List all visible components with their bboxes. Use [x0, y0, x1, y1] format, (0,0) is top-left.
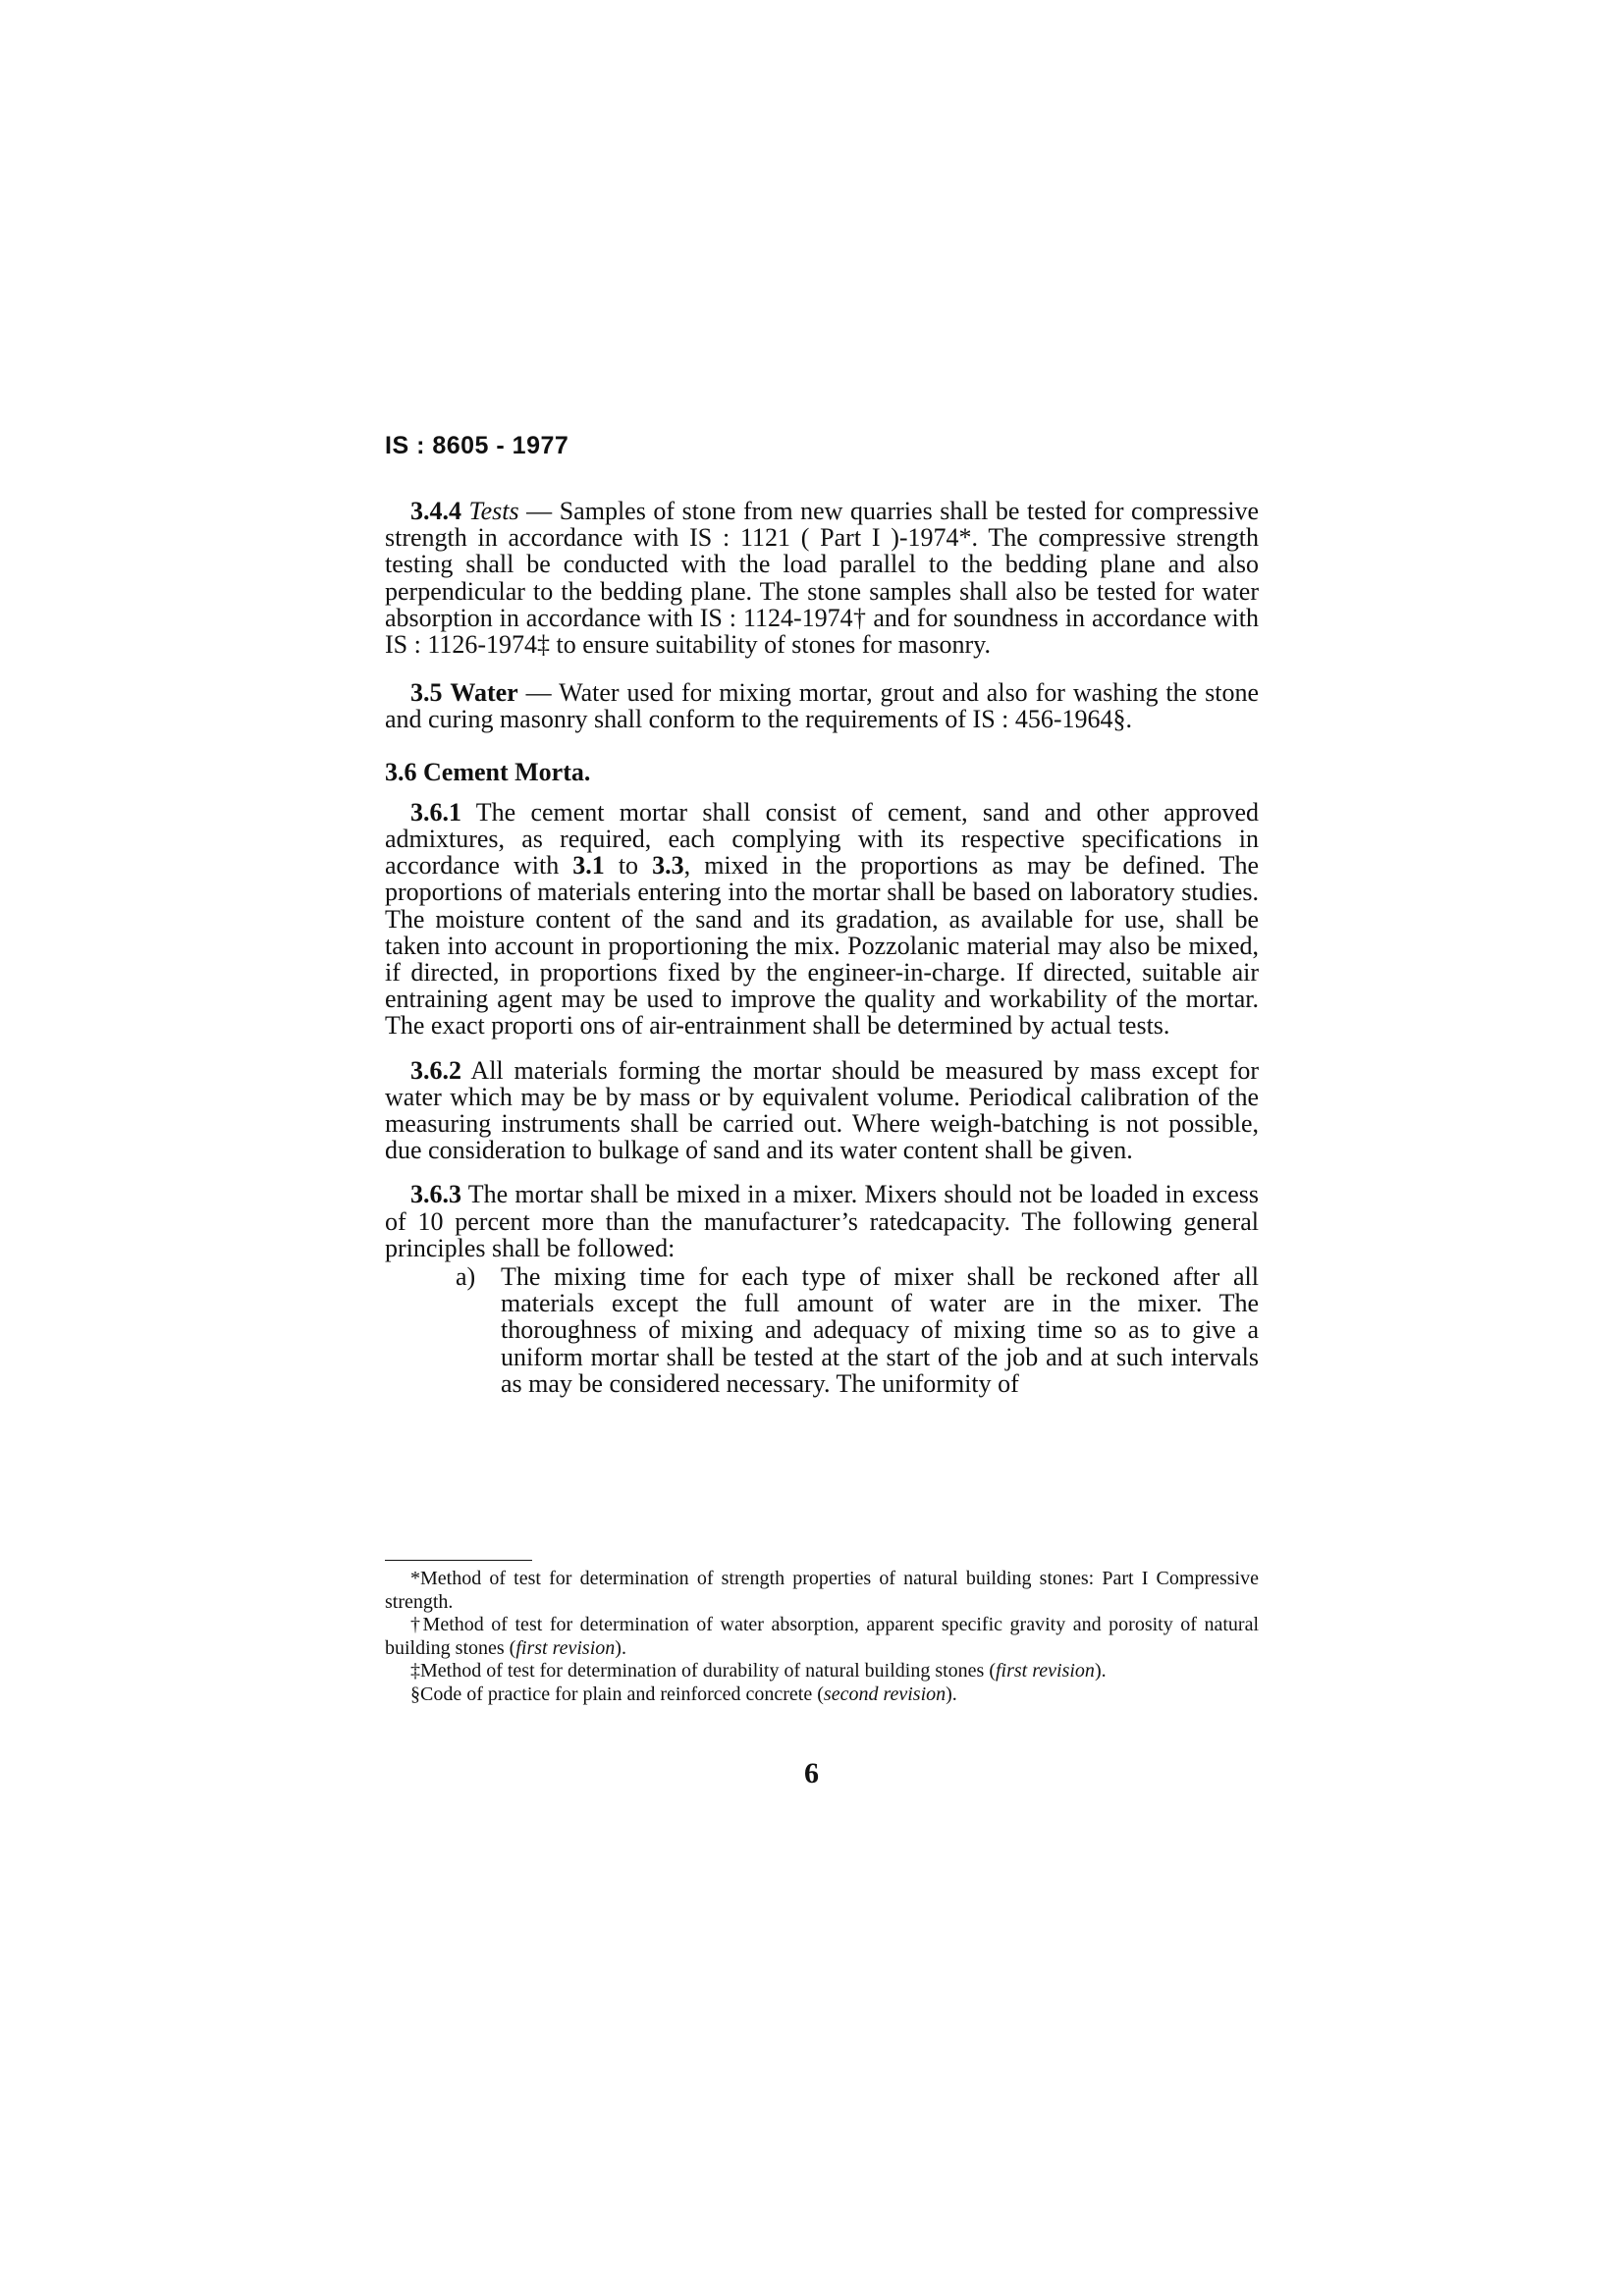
clause-3-6-1 [385, 799, 1259, 1040]
footnote-text: †Method of test for determination of water absorption, apparent specific gravity and porosity of natural building stones ( [385, 1614, 1259, 1659]
principles-list [385, 1263, 1259, 1397]
clause-text-part-2: to [604, 851, 653, 881]
clause-title: Water [450, 678, 518, 708]
clause-separator: — [518, 497, 560, 525]
footnote-revision: second revision [823, 1682, 947, 1705]
clause-number: 3.5 [410, 678, 443, 708]
clause-3-4-4 [385, 498, 1259, 658]
clause-separator: — [517, 678, 560, 708]
footnote-end: ). [946, 1682, 957, 1705]
footnote-2 [385, 1614, 1259, 1660]
clause-text: Samples of stone from new quarries shall be tested for compressive strength in accordance with IS : 1121 ( Part I )-1974*. The compressive strength testing shall be conducted with the load parallel to the bedding plane and also perpendicular to the bedding plane. The stone samples shall also be tested for water absorption in accordance with IS : 1124-1974† and for soundness in accordance with IS : 1126-1974‡ to ensure suitability of stones for masonry. [385, 497, 1259, 660]
page-number: 6 [804, 1757, 819, 1789]
clause-number: 3.6.3 [410, 1180, 461, 1209]
clause-number: 3.6.2 [410, 1055, 461, 1085]
clause-3-6-3 [385, 1181, 1259, 1261]
clause-3-6-2 [385, 1057, 1259, 1164]
footnote-divider [385, 1560, 532, 1561]
footnote-3 [385, 1660, 1259, 1683]
clause-text: Water used for mixing mortar, grout and also for washing the stone and curing masonry shall conform to the requirements of IS : 456-1964§. [385, 678, 1259, 734]
clause-number: 3.4.4 [410, 497, 461, 525]
clause-text: The mortar shall be mixed in a mixer. Mixers should not be loaded in excess of 10 percent more than the manufacturer’s ratedcapacity. The following general principles shall be followed: [385, 1180, 1259, 1262]
list-item [456, 1263, 1259, 1397]
clause-text-part-3: , mixed in the proportions as may be defined. The proportions of materials entering into the mortar shall be based on laboratory studies. The moisture content of the sand and its gradation, as available for use, shall be taken into account in proportioning the mix. Pozzolanic material may also be mixed, if directed, in proportions fixed by the engineer-in-charge. If directed, suitable air entraining agent may be used to improve the quality and workability of the mortar. The exact proporti ons of air-entrainment shall be determined by actual tests. [385, 851, 1260, 1041]
clause-text: All materials forming the mortar should be measured by mass except for water which may be by mass or by equivalent volume. Periodical calibration of the measuring instruments shall be carried out. Where weigh-batching is not possible, due consideration to bulkage of sand and its water content shall be given. [385, 1055, 1259, 1165]
body-text [385, 498, 1259, 1397]
clause-text-part-1: The cement mortar shall consist of cement, sand and other approved admixtures, as required, each complying with its respective specifications in accordance with [385, 797, 1259, 881]
footnote-end: ). [615, 1636, 626, 1659]
footnote-revision: first revision [996, 1660, 1095, 1682]
standard-number-header: IS : 8605 - 1977 [385, 432, 569, 459]
clause-reference: 3.1 [572, 851, 605, 881]
footnotes [385, 1568, 1259, 1706]
footnote-text: ‡Method of test for determination of durability of natural building stones ( [410, 1660, 996, 1682]
clause-title: Tests [468, 497, 519, 525]
clause-number: 3.6.1 [410, 797, 461, 827]
clause-3-5 [385, 679, 1259, 732]
list-item-text: The mixing time for each type of mixer shall be reckoned after all materials except the full amount of water are in the mixer. The thoroughness of mixing and adequacy of mixing time so as to give a uniform mortar shall be tested at the start of the job and at such intervals as may be considered necessary. The uniformity of [501, 1262, 1259, 1398]
footnote-revision: first revision [515, 1636, 616, 1659]
footnote-end: ). [1094, 1660, 1107, 1682]
list-marker: a) [456, 1262, 476, 1292]
footnote-4 [385, 1683, 1259, 1707]
section-heading-3-6: 3.6 Cement Morta. [385, 757, 591, 786]
footnote-text: §Code of practice for plain and reinforced concrete ( [410, 1682, 824, 1705]
clause-reference: 3.3 [652, 851, 684, 881]
footnote-1: *Method of test for determination of strength properties of natural building stones: Part I Compressive strength. [385, 1568, 1259, 1613]
